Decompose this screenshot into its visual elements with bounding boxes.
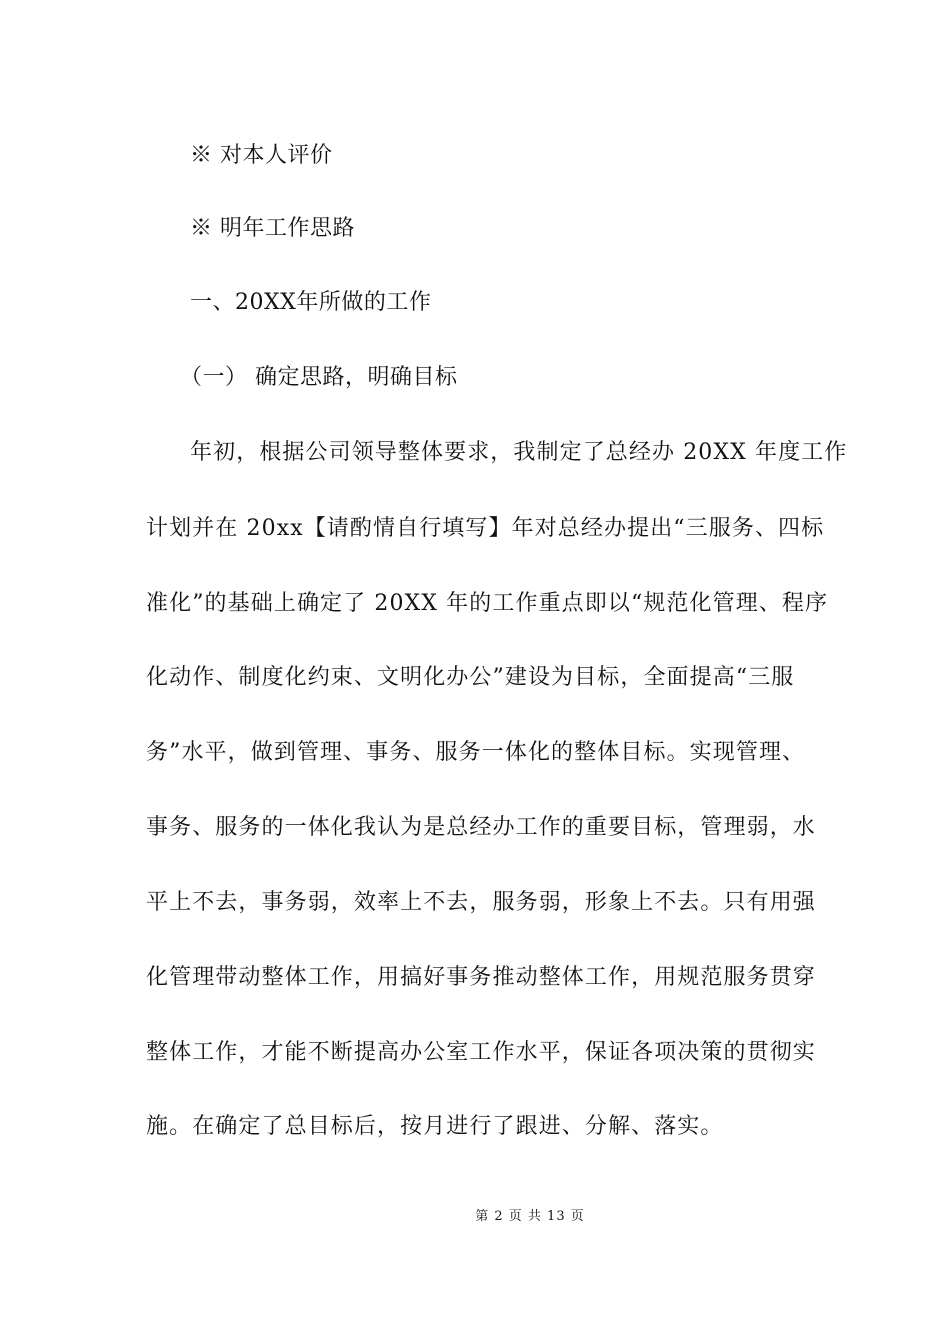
paragraph-line: 务”水平，做到管理、事务、服务一体化的整体目标。实现管理、: [146, 740, 806, 765]
subsection-title: （一） 确定思路，明确目标: [180, 365, 458, 390]
heading-self-evaluation: ※ 对本人评价: [190, 143, 333, 168]
heading-next-year-plan: ※ 明年工作思路: [190, 216, 355, 241]
page-footer: 第 2 页 共 13 页: [475, 1209, 585, 1224]
section-title: 一、20XX年所做的工作: [190, 290, 432, 315]
paragraph-line: 年初，根据公司领导整体要求，我制定了总经办 20XX 年度工作: [190, 440, 848, 465]
paragraph-line: 施。在确定了总目标后，按月进行了跟进、分解、落实。: [146, 1114, 724, 1139]
paragraph-line: 计划并在 20xx【请酌情自行填写】年对总经办提出“三服务、四标: [146, 516, 825, 541]
paragraph-line: 化管理带动整体工作，用搞好事务推动整体工作，用规范服务贯穿: [146, 965, 816, 990]
paragraph-line: 化动作、制度化约束、文明化办公”建设为目标，全面提高“三服: [146, 665, 795, 690]
paragraph-line: 平上不去，事务弱，效率上不去，服务弱，形象上不去。只有用强: [146, 890, 816, 915]
paragraph-line: 准化”的基础上确定了 20XX 年的工作重点即以“规范化管理、程序: [146, 591, 829, 616]
paragraph-line: 整体工作，才能不断提高办公室工作水平，保证各项决策的贯彻实: [146, 1040, 816, 1065]
paragraph-line: 事务、服务的一体化我认为是总经办工作的重要目标，管理弱，水: [146, 815, 816, 840]
